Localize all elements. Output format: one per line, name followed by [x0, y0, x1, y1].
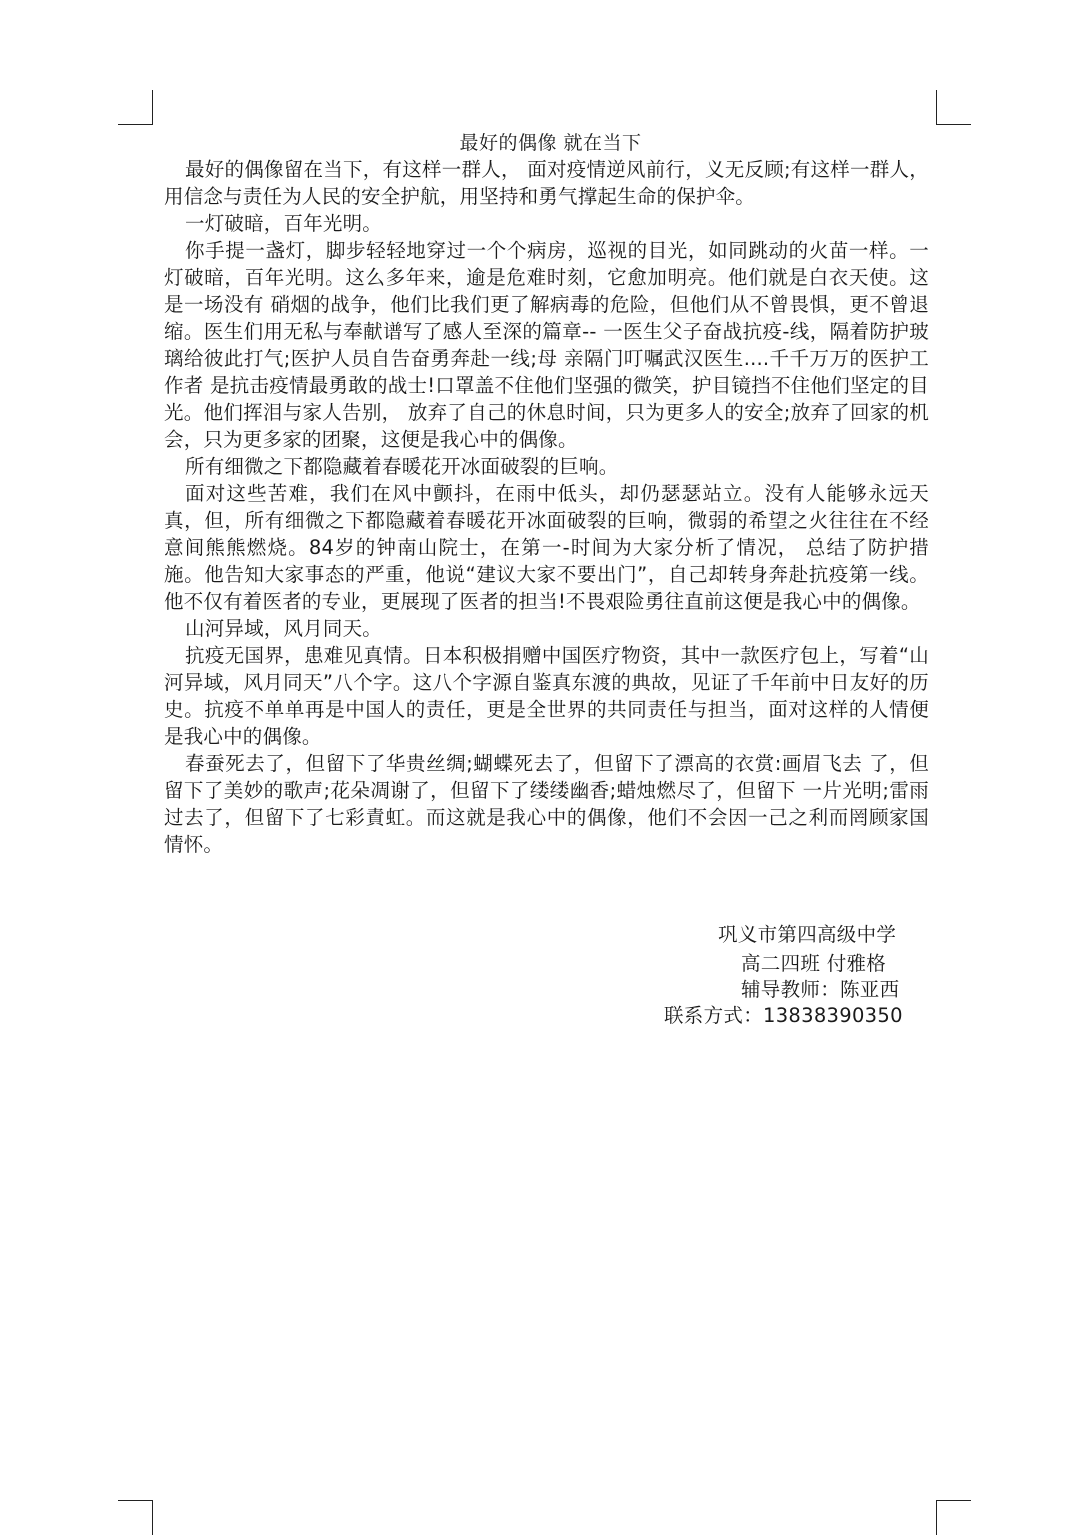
signature-teacher: 辅导教师：陈亚西 — [741, 978, 900, 1001]
paragraph-intro: 最好的偶像留在当下，有这样一群人， 面对疫情逆风前行，义无反顾;有这样一群人， 用信念与责任为人民的安全护航，用坚持和勇气撑起生命的保护伞。 — [164, 158, 929, 208]
article-title: 最好的偶像 就在当下 — [459, 132, 642, 154]
paragraph-heading-mountains: 山河异域，风月同天。 — [185, 617, 383, 640]
crop-mark-bottom-right — [936, 1500, 971, 1535]
crop-mark-bottom-left — [118, 1500, 153, 1535]
signature-contact: 联系方式：13838390350 — [664, 1004, 903, 1027]
signature-class-author: 高二四班 付雅格 — [741, 952, 887, 975]
paragraph-conclusion: 春蚕死去了，但留下了华贵丝绸;蝴蝶死去了，但留下了漂高的衣赏:画眉飞去 了，但留下了美妙的歌声;花朵凋谢了，但留下了缕缕幽香;蜡烛燃尽了，但留下 一片光明;雷雨过去了，但留下了七彩責虹。而这就是我心中的偶像，他们不会因一己之利而罔顾家国情怀。 — [164, 752, 929, 856]
paragraph-japan-donation: 抗疫无国界，患难见真情。日本积极捐赠中国医疗物资，其中一款医疗包上，写着“山河异域，风月同天”八个字。这八个字源自鉴真东渡的典故，见证了千年前中日友好的历史。抗疫不单单再是中国人的责任，更是全世界的共同责任与担当，面对这样的人情便是我心中的偶像。 — [164, 644, 929, 748]
crop-mark-top-left — [118, 90, 153, 125]
paragraph-heading-light: 一灯破暗，百年光明。 — [185, 212, 383, 235]
crop-mark-top-right — [936, 90, 971, 125]
signature-school: 巩义市第四高级中学 — [718, 923, 897, 946]
article-body — [164, 130, 929, 858]
paragraph-heading-hope: 所有细微之下都隐藏着春暖花开冰面破裂的巨响。 — [185, 455, 619, 478]
paragraph-zhong-nanshan: 面对这些苦难，我们在风中颤抖，在雨中低头，却仍瑟瑟站立。没有人能够永远天真，但，所有细微之下都隐藏着春暖花开冰面破裂的巨响，微弱的希望之火往往在不经意间熊熊燃烧。84岁的钟南山院士，在第一-时间为大家分析了情况， 总结了防护措施。他告知大家事态的严重，他说“建议大家不要出门”，自己却转身奔赴抗疫第一线。他不仅有着医者的专业，更展现了医者的担当!不畏艰险勇往直前这便是我心中的偶像。 — [164, 482, 929, 613]
paragraph-medical-workers: 你手提一盏灯，脚步轻轻地穿过一个个病房，巡视的目光，如同跳动的火苗一样。一灯破暗，百年光明。这么多年来，逾是危难时刻，它愈加明亮。他们就是白衣天使。这是一场没有 硝烟的战争，他们比我们更了解病毒的危险，但他们从不曾畏惧，更不曾退缩。医生们用无私与奉献谱写了感人至深的篇章-- 一医生父子奋战抗疫-线，隔着防护玻璃给彼此打气;医护人员自告奋勇奔赴一线;母 亲隔门叮嘱武汉医生....千千万万的医护工作者 是抗击疫情最勇敢的战士!口罩盖不住他们坚强的微笑，护目镜挡不住他们坚定的目光。他们挥泪与家人告别， 放弃了自己的休息时间，只为更多人的安全;放弃了回家的机会，只为更多家的团聚，这便是我心中的偶像。 — [164, 239, 929, 451]
